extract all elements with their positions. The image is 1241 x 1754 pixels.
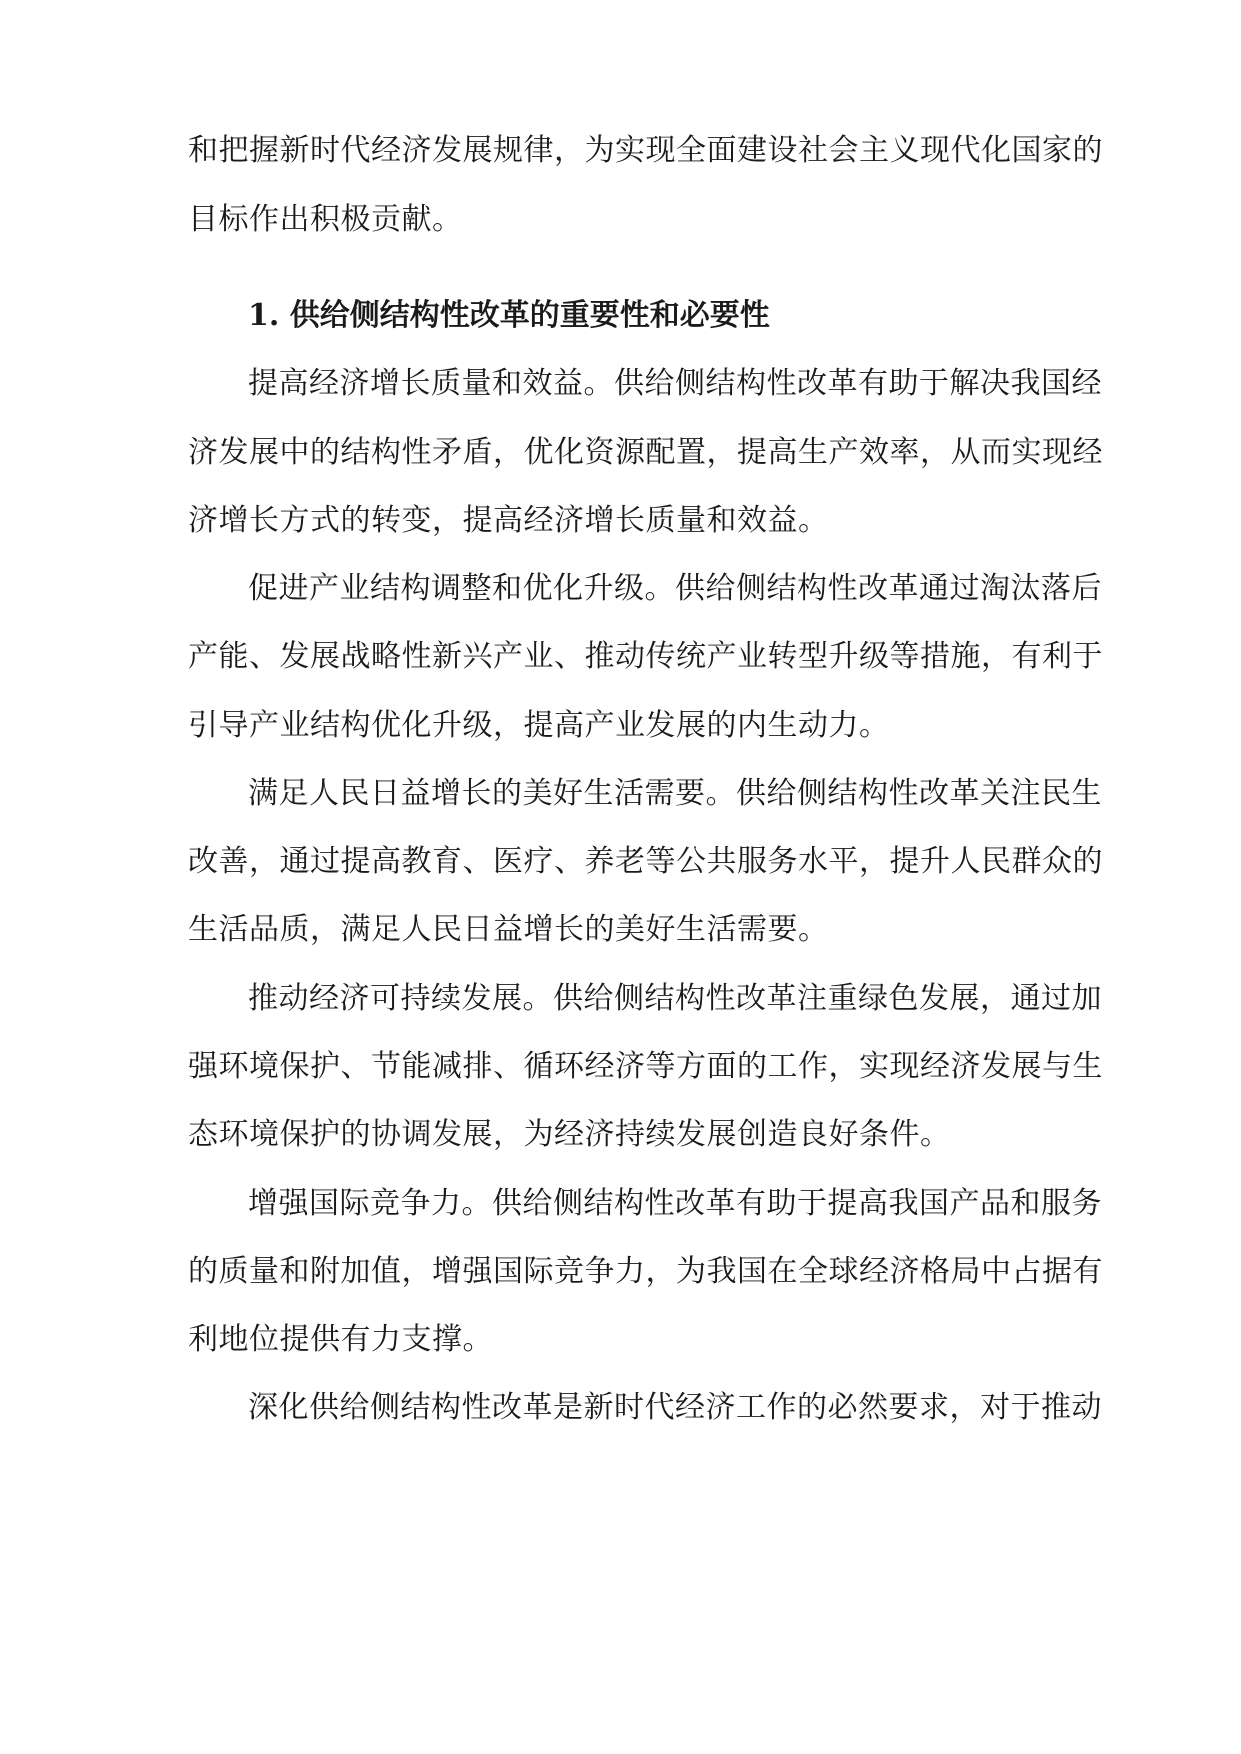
paragraph-line: 促进产业结构调整和优化升级。供给侧结构性改革通过淘汰落后 bbox=[248, 571, 1102, 606]
section-heading: 1. 供给侧结构性改革的重要性和必要性 bbox=[248, 298, 770, 333]
paragraph-line: 济增长方式的转变，提高经济增长质量和效益。 bbox=[188, 503, 829, 538]
paragraph-line: 满足人民日益增长的美好生活需要。供给侧结构性改革关注民生 bbox=[248, 776, 1102, 811]
paragraph-line: 强环境保护、节能减排、循环经济等方面的工作，实现经济发展与生 bbox=[188, 1049, 1103, 1084]
paragraph-line: 深化供给侧结构性改革是新时代经济工作的必然要求，对于推动 bbox=[248, 1390, 1102, 1425]
paragraph-line: 提高经济增长质量和效益。供给侧结构性改革有助于解决我国经 bbox=[248, 366, 1102, 401]
paragraph-line: 生活品质，满足人民日益增长的美好生活需要。 bbox=[188, 912, 829, 947]
paragraph-line: 增强国际竞争力。供给侧结构性改革有助于提高我国产品和服务 bbox=[248, 1186, 1102, 1221]
paragraph-line: 产能、发展战略性新兴产业、推动传统产业转型升级等措施，有利于 bbox=[188, 639, 1103, 674]
text-line: 和把握新时代经济发展规律，为实现全面建设社会主义现代化国家的 bbox=[188, 133, 1103, 168]
paragraph-line: 改善，通过提高教育、医疗、养老等公共服务水平，提升人民群众的 bbox=[188, 844, 1103, 879]
paragraph-line: 的质量和附加值，增强国际竞争力，为我国在全球经济格局中占据有 bbox=[188, 1254, 1103, 1289]
paragraph-line: 推动经济可持续发展。供给侧结构性改革注重绿色发展，通过加 bbox=[248, 981, 1102, 1016]
paragraph-line: 济发展中的结构性矛盾，优化资源配置，提高生产效率，从而实现经 bbox=[188, 435, 1103, 470]
paragraph-line: 引导产业结构优化升级，提高产业发展的内生动力。 bbox=[188, 708, 890, 743]
paragraph-line: 利地位提供有力支撑。 bbox=[188, 1322, 493, 1357]
text-line: 目标作出积极贡献。 bbox=[188, 202, 463, 237]
paragraph-line: 态环境保护的协调发展，为经济持续发展创造良好条件。 bbox=[188, 1117, 951, 1152]
